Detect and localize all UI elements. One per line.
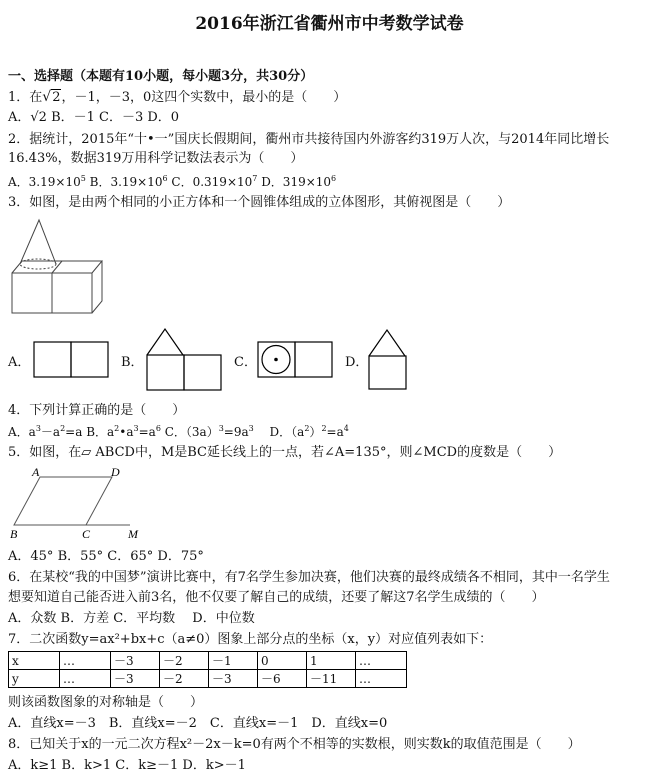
table-cell: －2 <box>160 652 209 670</box>
q4-t10: C．（3a） <box>160 425 219 439</box>
q7-options: A．直线x=－3 B．直线x=－2 C．直线x=－1 D．直线x=0 <box>8 716 388 731</box>
q4-t5: 2 <box>114 424 120 433</box>
q3-stem: 3．如图，是由两个相同的小正方体和一个圆锥体组成的立体图形，其俯视图是（ ） <box>8 195 511 210</box>
label-b: B <box>10 527 18 541</box>
q6-line2: 想要知道自己能否进入前3名，他不仅要了解自己的成绩，还要了解这7名学生成绩的（ ） <box>8 590 545 605</box>
q3-option-a-label: A． <box>8 355 31 370</box>
table-cell: … <box>356 670 407 688</box>
q8-options-partial: A．k≥1 B．k>1 C．k≥－1 D．k>－1 <box>8 758 246 773</box>
q2-line2: 16.43%，数据319万用科学记数法表示为（ ） <box>8 151 304 166</box>
q2-option-d: D．319×10 <box>257 175 332 189</box>
q2-option-a: A．3.19×10 <box>8 175 81 189</box>
q3-solid-figure <box>8 218 108 318</box>
table-cell: －1 <box>209 652 258 670</box>
cube-side <box>92 261 102 313</box>
table-cell: 1 <box>307 652 356 670</box>
q3-option-b-label: B． <box>121 355 144 370</box>
q4-t2: －a <box>40 425 61 439</box>
q2-line1: 2．据统计，2015年“十•一”国庆长假期间，衢州市共接待国内外游客约319万人次，与2014年同比增长 <box>8 132 610 147</box>
q7-value-table <box>8 651 407 688</box>
q3-option-c-label: C． <box>234 355 257 370</box>
paper-title: 2016年浙江省衢州市中考数学试卷 <box>195 14 464 34</box>
q2-option-d-exp: 6 <box>331 174 337 183</box>
q5-stem: 5．如图，在▱ ABCD中，M是BC延长线上的一点，若∠A=135°，则∠MCD的度数是（ ） <box>8 445 562 460</box>
table-cell: … <box>356 652 407 670</box>
q4-t7: 3 <box>133 424 139 433</box>
q4-t17: 2 <box>321 424 327 433</box>
q4-t3: 2 <box>60 424 66 433</box>
q2-option-b-exp: 6 <box>162 174 168 183</box>
q1-stem <box>8 89 346 106</box>
cone-outline <box>20 220 56 264</box>
q2-option-c-exp: 7 <box>252 174 258 183</box>
cube-right-front <box>52 273 92 313</box>
label-c: C <box>82 527 91 541</box>
q4-t16: ） <box>309 425 322 439</box>
table-cell: －6 <box>258 670 307 688</box>
table-cell: －3 <box>111 670 160 688</box>
q3-option-a-figure <box>32 340 112 380</box>
q4-t0: A．a <box>8 425 36 439</box>
q4-t4: =a B．a <box>65 425 115 439</box>
q1-options: A．√2 B．－1 C．－3 D．0 <box>8 110 180 125</box>
q1-stem-a: 1．在 <box>8 90 43 105</box>
q3-option-d-label: D． <box>345 355 369 370</box>
q4-t8: =a <box>138 425 156 439</box>
q4-t15: 2 <box>304 424 310 433</box>
q4-t14: D．（a <box>253 425 305 439</box>
q4-stem: 4．下列计算正确的是（ ） <box>8 403 186 418</box>
q4-t19: 4 <box>343 424 349 433</box>
label-m: M <box>128 527 138 541</box>
q1-sqrt-arg: 2 <box>52 90 61 105</box>
q4-options <box>8 424 349 440</box>
q1-stem-b: ，－1，－3，0这四个实数中，最小的是（ ） <box>61 90 347 105</box>
q5-options: A．45° B．55° C．65° D．75° <box>8 549 204 564</box>
table-cell: －11 <box>307 670 356 688</box>
table-cell: … <box>60 652 111 670</box>
table-cell: x <box>9 652 60 670</box>
q4-t12: =9a <box>223 425 249 439</box>
q4-t11: 3 <box>218 424 224 433</box>
table-cell: 0 <box>258 652 307 670</box>
q4-t13: 3 <box>248 424 254 433</box>
cube-left-front <box>12 273 52 313</box>
q4-t1: 3 <box>35 424 41 433</box>
q4-t9: 6 <box>155 424 161 433</box>
table-row-x <box>9 652 407 670</box>
q2-option-b: B．3.19×10 <box>85 175 163 189</box>
table-cell: y <box>9 670 60 688</box>
table-cell: －2 <box>160 670 209 688</box>
q4-t6: •a <box>119 425 134 439</box>
q6-options: A．众数 B．方差 C．平均数 D．中位数 <box>8 611 255 626</box>
q8-stem: 8．已知关于x的一元二次方程x²－2x－k=0有两个不相等的实数根，则实数k的取值范围是（ ） <box>8 737 581 752</box>
parallelogram-abcd <box>14 477 112 525</box>
q2-option-c: C．0.319×10 <box>167 175 253 189</box>
label-a: A <box>32 466 40 479</box>
q7-stem: 7．二次函数y=ax²+bx+c（a≠0）图象上部分点的坐标（x，y）对应值列表如下： <box>8 632 493 647</box>
q3-option-c-figure <box>256 340 336 380</box>
q2-options <box>8 174 336 190</box>
q4-t18: =a <box>326 425 344 439</box>
table-cell: －3 <box>209 670 258 688</box>
q3-option-d-figure <box>366 326 410 392</box>
q2-option-a-exp: 5 <box>80 174 86 183</box>
q7-question: 则该函数图象的对称轴是（ ） <box>8 695 204 710</box>
section-heading: 一、选择题（本题有10小题，每小题3分，共30分） <box>8 69 314 84</box>
table-row-y <box>9 670 407 688</box>
q5-parallelogram-figure <box>8 466 148 546</box>
q3-option-b-figure <box>144 325 226 393</box>
table-cell: －3 <box>111 652 160 670</box>
sqrt-symbol: √ <box>42 89 52 105</box>
q6-line1: 6．在某校“我的中国梦”演讲比赛中，有7名学生参加决赛，他们决赛的最终成绩各不相同，其中一名学生 <box>8 570 610 585</box>
table-cell: … <box>60 670 111 688</box>
label-d: D <box>111 466 120 479</box>
